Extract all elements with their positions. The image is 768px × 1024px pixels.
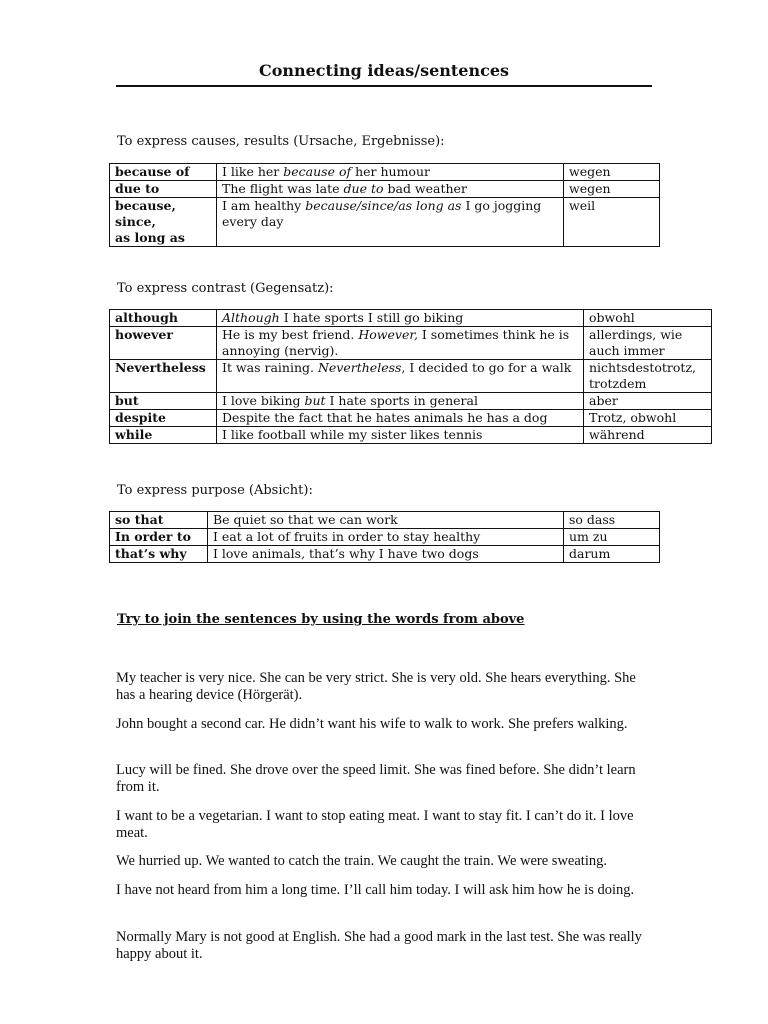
german-translation: wegen bbox=[564, 181, 660, 198]
example-sentence bbox=[217, 181, 564, 198]
exercise-item: Normally Mary is not good at English. She had a good mark in the last test. She was really happy about it. bbox=[116, 929, 642, 962]
example-sentence bbox=[208, 529, 564, 546]
connector-keyword: that’s why bbox=[110, 546, 208, 563]
table-row bbox=[110, 181, 660, 198]
german-translation: aber bbox=[584, 393, 712, 410]
table-row bbox=[110, 198, 660, 247]
example-em: However, bbox=[358, 327, 418, 342]
connector-keyword: because of bbox=[110, 164, 217, 181]
german-translation: darum bbox=[564, 546, 660, 563]
example-sentence bbox=[217, 393, 584, 410]
connector-keyword: although bbox=[110, 310, 217, 327]
example-sentence bbox=[217, 164, 564, 181]
connector-keyword: so that bbox=[110, 512, 208, 529]
table-row bbox=[110, 360, 712, 393]
example-pre: I like her bbox=[222, 164, 284, 179]
connector-keyword: Nevertheless bbox=[110, 360, 217, 393]
german-translation: nichtsdestotrotz, trotzdem bbox=[584, 360, 712, 393]
exercise-item: My teacher is very nice. She can be very strict. She is very old. She hears everything. She has a hearing device (Hörgerät). bbox=[116, 670, 636, 703]
example-sentence bbox=[217, 427, 584, 444]
exercise-item: We hurried up. We wanted to catch the train. We caught the train. We were sweating. bbox=[116, 853, 607, 869]
example-pre: Despite the fact that he hates animals he has a dog bbox=[222, 410, 548, 425]
exercise-item: John bought a second car. He didn’t want his wife to walk to work. She prefers walking. bbox=[116, 716, 628, 732]
example-sentence bbox=[217, 198, 564, 247]
section-heading-contrast: To express contrast (Gegensatz): bbox=[117, 281, 334, 296]
example-post: I hate sports I still go biking bbox=[279, 310, 464, 325]
connector-keyword: due to bbox=[110, 181, 217, 198]
contrast-table bbox=[109, 309, 712, 444]
example-pre: I love biking bbox=[222, 393, 305, 408]
exercise-item: I want to be a vegetarian. I want to stop eating meat. I want to stay fit. I can’t do it. I love meat. bbox=[116, 808, 634, 841]
example-post: bad weather bbox=[383, 181, 467, 196]
section-heading-purpose: To express purpose (Absicht): bbox=[117, 483, 313, 498]
example-sentence bbox=[208, 546, 564, 563]
example-pre: It was raining. bbox=[222, 360, 318, 375]
example-post: I sometimes think he is annoying (nervig). bbox=[222, 327, 570, 358]
page-title: Connecting ideas/sentences bbox=[116, 60, 652, 87]
example-sentence bbox=[217, 327, 584, 360]
connector-keyword: In order to bbox=[110, 529, 208, 546]
german-translation: obwohl bbox=[584, 310, 712, 327]
table-row bbox=[110, 427, 712, 444]
section-heading-causes: To express causes, results (Ursache, Ergebnisse): bbox=[117, 134, 445, 149]
example-pre: I eat a lot of fruits in order to stay healthy bbox=[213, 529, 481, 544]
german-translation: allerdings, wie auch immer bbox=[584, 327, 712, 360]
table-row bbox=[110, 410, 712, 427]
example-pre: Be quiet so that we can work bbox=[213, 512, 398, 527]
example-pre: He is my best friend. bbox=[222, 327, 359, 342]
german-translation: um zu bbox=[564, 529, 660, 546]
german-translation: Trotz, obwohl bbox=[584, 410, 712, 427]
german-translation: während bbox=[584, 427, 712, 444]
example-post: I go jogging every day bbox=[222, 198, 542, 229]
example-pre: I like football while my sister likes tennis bbox=[222, 427, 483, 442]
example-em: Although bbox=[222, 310, 280, 325]
connector-keyword: while bbox=[110, 427, 217, 444]
table-row bbox=[110, 546, 660, 563]
example-sentence bbox=[217, 310, 584, 327]
example-em: Nevertheless bbox=[317, 360, 402, 375]
example-post: , I decided to go for a walk bbox=[401, 360, 572, 375]
table-row bbox=[110, 529, 660, 546]
table-row bbox=[110, 164, 660, 181]
example-em: due to bbox=[343, 181, 384, 196]
german-translation: so dass bbox=[564, 512, 660, 529]
table-row bbox=[110, 327, 712, 360]
example-em: but bbox=[304, 393, 326, 408]
exercise-item: I have not heard from him a long time. I’ll call him today. I will ask him how he is doing. bbox=[116, 882, 635, 898]
connector-keyword: despite bbox=[110, 410, 217, 427]
example-post: her humour bbox=[351, 164, 430, 179]
example-em: because/since/as long as bbox=[305, 198, 462, 213]
example-post: I hate sports in general bbox=[325, 393, 478, 408]
exercise-item: Lucy will be fined. She drove over the speed limit. She was fined before. She didn’t learn from it. bbox=[116, 762, 636, 795]
example-pre: I love animals, that’s why I have two dogs bbox=[213, 546, 479, 561]
example-sentence bbox=[208, 512, 564, 529]
exercise-instruction: Try to join the sentences by using the words from above bbox=[117, 612, 525, 627]
table-row bbox=[110, 393, 712, 410]
connector-keyword: but bbox=[110, 393, 217, 410]
causes-table bbox=[109, 163, 660, 247]
example-pre: I am healthy bbox=[222, 198, 306, 213]
example-pre: The flight was late bbox=[222, 181, 344, 196]
connector-keyword: however bbox=[110, 327, 217, 360]
connector-keyword: because, since, as long as bbox=[110, 198, 217, 247]
example-em: because of bbox=[283, 164, 352, 179]
german-translation: wegen bbox=[564, 164, 660, 181]
german-translation: weil bbox=[564, 198, 660, 247]
example-sentence bbox=[217, 410, 584, 427]
table-row bbox=[110, 310, 712, 327]
example-sentence bbox=[217, 360, 584, 393]
table-row bbox=[110, 512, 660, 529]
purpose-table bbox=[109, 511, 660, 563]
